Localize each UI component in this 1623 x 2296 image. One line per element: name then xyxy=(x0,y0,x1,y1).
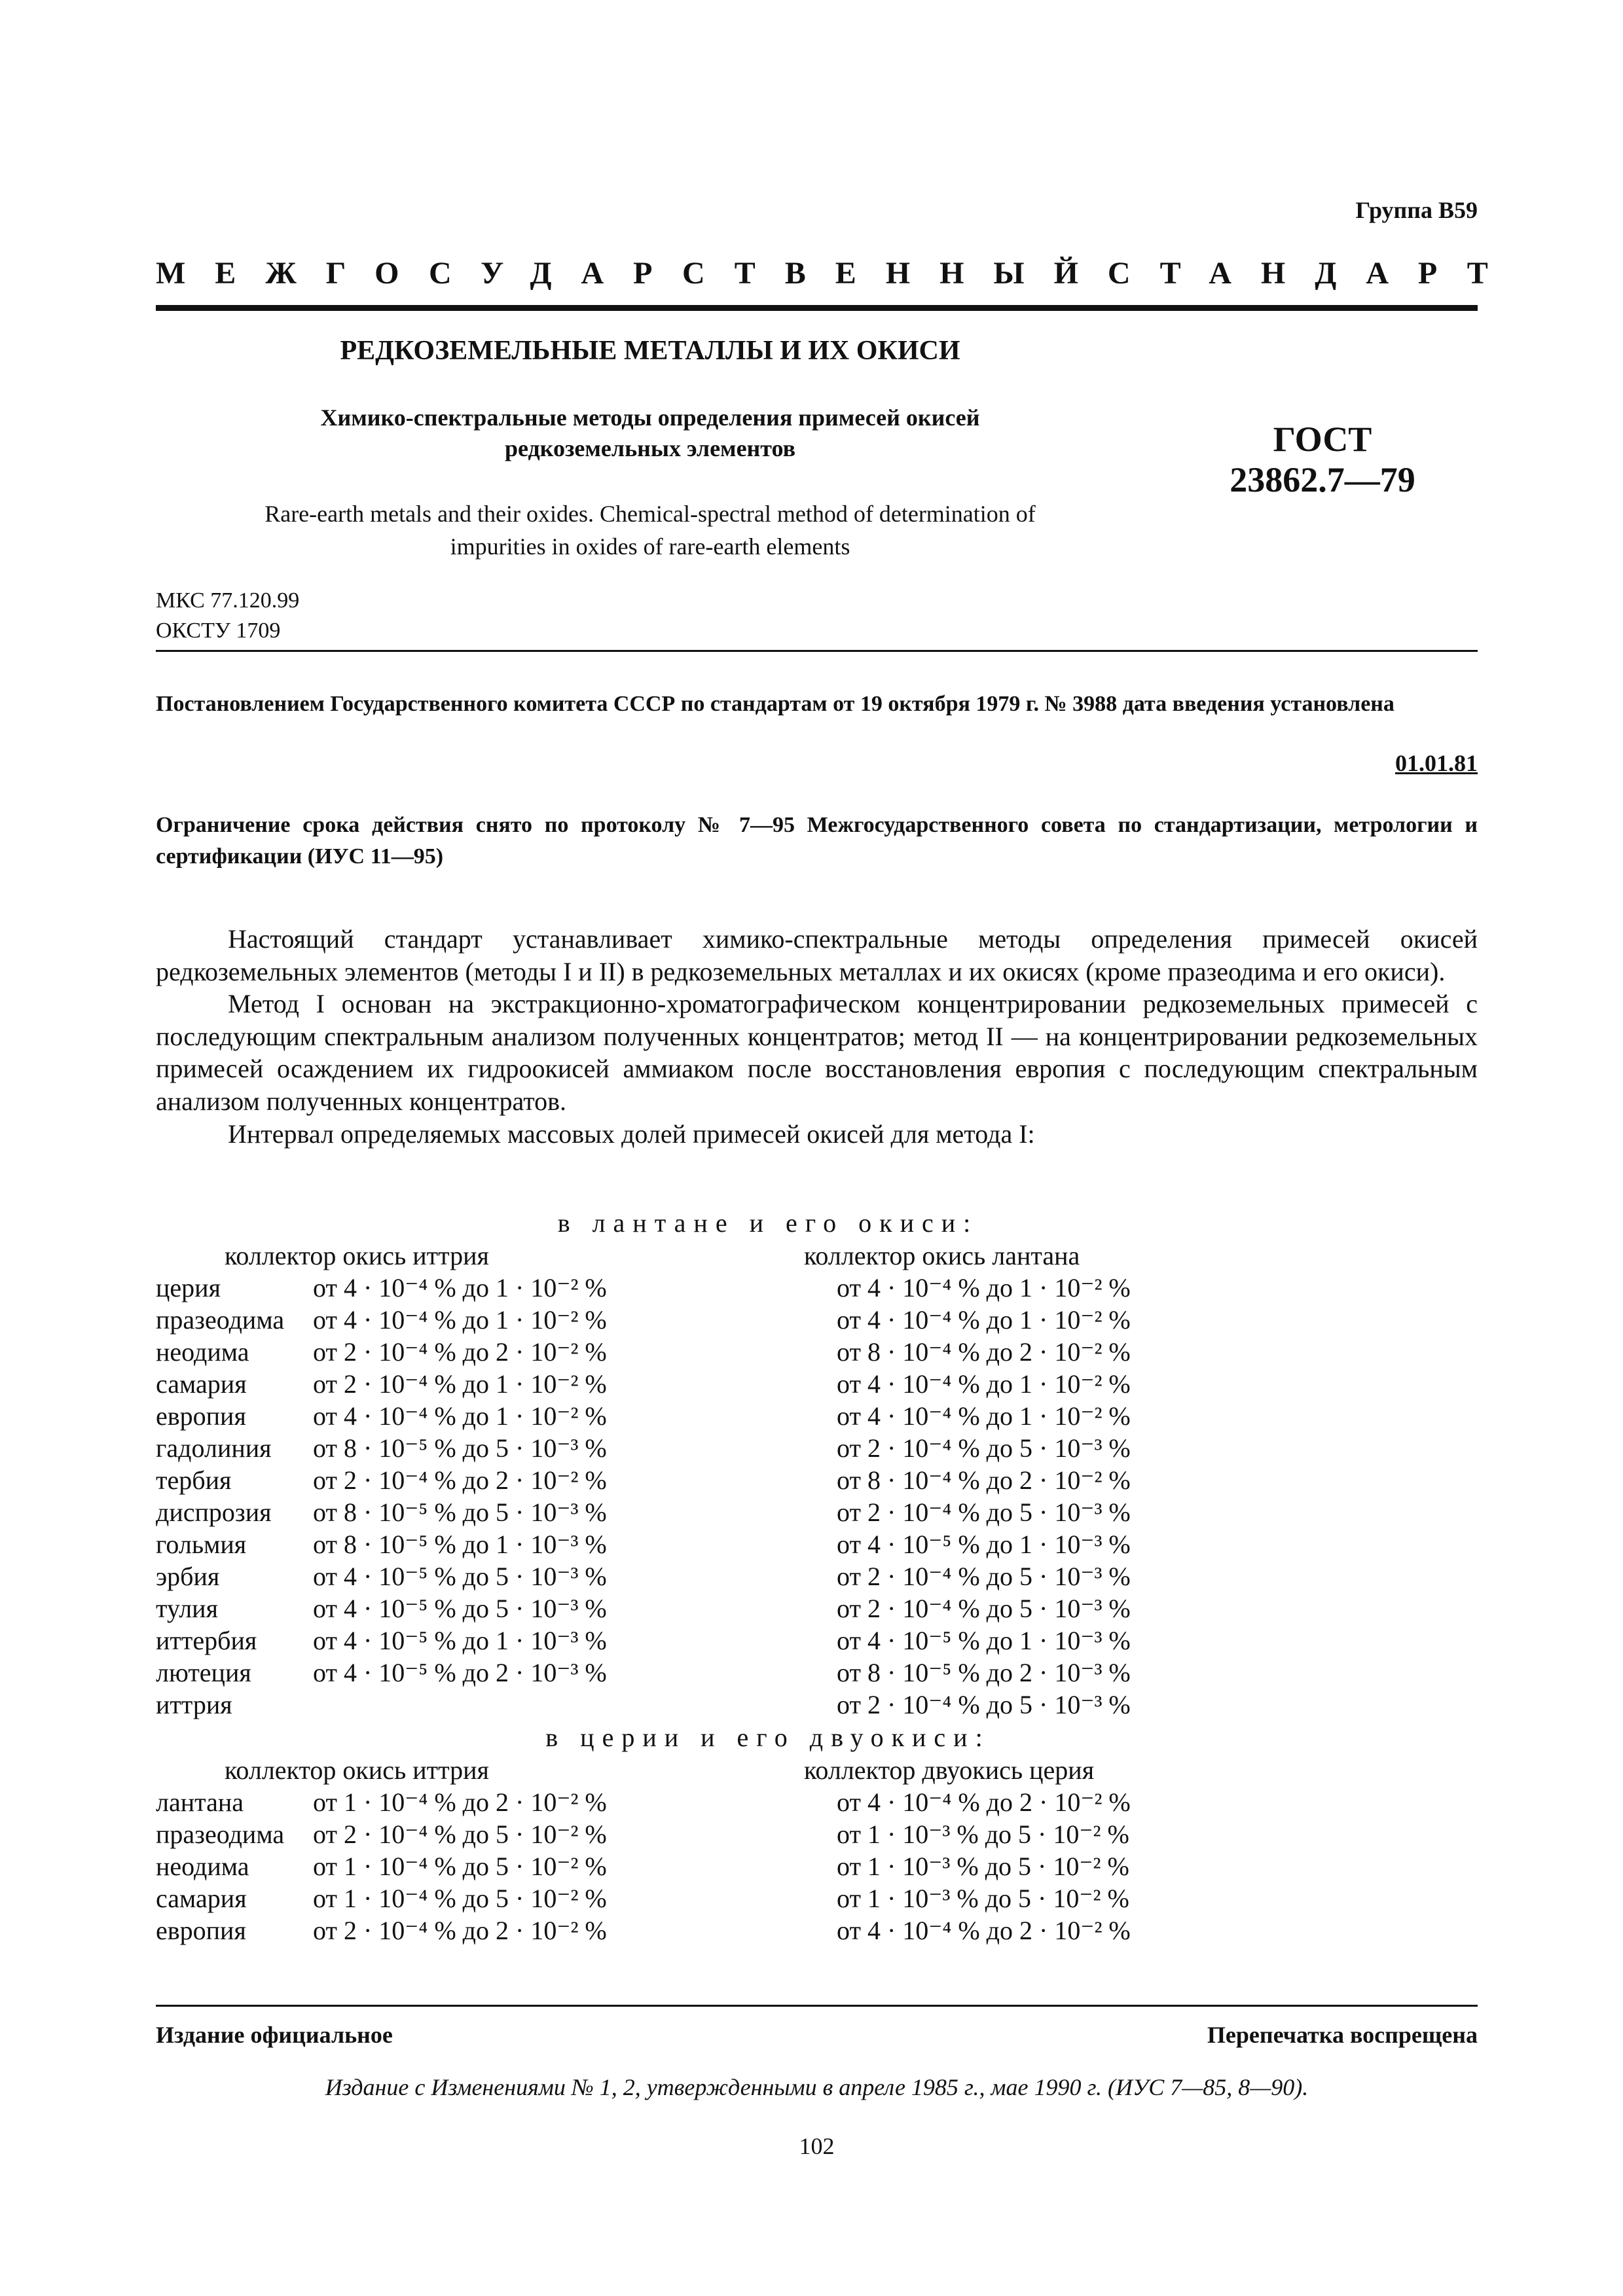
header-rule xyxy=(156,305,1478,311)
range-right: от 4 · 10⁻⁴ % до 1 · 10⁻² % xyxy=(837,1401,1131,1431)
paragraph: Метод I основан на экстракционно-хроматографическом концентрировании редкоземельных примесей с последующим спектральным анализом полученных концентратов; метод II — на концентрировании редкоземельных примесей осаждением их гидроокисей аммиаком после восстановления европия с последующим спектральным анализом полученных концентратов. xyxy=(156,989,1478,1116)
range-row xyxy=(156,1560,1177,1592)
element-name: диспрозия xyxy=(156,1498,272,1527)
official-edition-label: Издание официальное xyxy=(156,2022,393,2048)
range-left: от 1 · 10⁻⁴ % до 5 · 10⁻² % xyxy=(313,1852,607,1881)
gost-designation xyxy=(1178,419,1467,500)
introduction-date: 01.01.81 xyxy=(1395,750,1478,776)
group-code: Группа В59 xyxy=(1355,197,1478,223)
collector-header xyxy=(156,1240,1177,1272)
element-name: церия xyxy=(156,1273,221,1302)
paragraph: Настоящий стандарт устанавливает химико-спектральные методы определения примесей окисей редкоземельных элементов (методы I и II) в редкоземельных металлах и их окисях (кроме празеодима и его окиси). xyxy=(156,924,1478,986)
mks-code: МКС 77.120.99 xyxy=(156,588,300,613)
lanthanum-rows xyxy=(156,1272,1177,1721)
subtitle-line-2: редкоземельных элементов xyxy=(504,435,796,461)
paragraph: Интервал определяемых массовых долей примесей окисей для метода I: xyxy=(228,1119,1035,1149)
body-text xyxy=(156,923,1478,1150)
element-name: европия xyxy=(156,1916,246,1945)
element-name: лантана xyxy=(156,1787,244,1817)
range-row xyxy=(156,1496,1177,1528)
collector-right: коллектор окись лантана xyxy=(804,1241,1080,1270)
english-title xyxy=(156,497,1144,564)
range-row xyxy=(156,1528,1177,1560)
range-left: от 4 · 10⁻⁵ % до 1 · 10⁻³ % xyxy=(313,1626,607,1655)
banner-word-interstate: МЕЖГОСУДАРСТВЕННЫЙ xyxy=(156,256,1108,291)
document-subtitle xyxy=(156,403,1144,464)
range-left xyxy=(313,1689,706,1721)
range-right: от 4 · 10⁻⁴ % до 1 · 10⁻² % xyxy=(837,1273,1131,1302)
element-name: иттербия xyxy=(156,1626,257,1655)
element-name: неодима xyxy=(156,1852,249,1881)
edition-note: Издание с Изменениями № 1, 2, утвержденными в апреле 1985 г., мае 1990 г. (ИУС 7—85, 8—90). xyxy=(325,2074,1309,2100)
cerium-heading: в церии и его двуокиси: xyxy=(545,1723,991,1752)
element-name: тербия xyxy=(156,1465,232,1495)
range-right: от 4 · 10⁻⁵ % до 1 · 10⁻³ % xyxy=(837,1626,1131,1655)
range-row xyxy=(156,1882,1177,1914)
range-right: от 1 · 10⁻³ % до 5 · 10⁻² % xyxy=(837,1884,1129,1913)
range-row xyxy=(156,1400,1177,1432)
lanthanum-heading: в лантане и его окиси: xyxy=(557,1208,979,1238)
range-row xyxy=(156,1657,1177,1689)
range-row xyxy=(156,1850,1177,1882)
range-left: от 2 · 10⁻⁴ % до 5 · 10⁻² % xyxy=(313,1820,607,1849)
range-left: от 2 · 10⁻⁴ % до 2 · 10⁻² % xyxy=(313,1465,607,1495)
collector-header xyxy=(156,1754,1177,1786)
range-left: от 2 · 10⁻⁴ % до 2 · 10⁻² % xyxy=(313,1916,607,1945)
range-right: от 4 · 10⁻⁴ % до 2 · 10⁻² % xyxy=(837,1916,1131,1945)
range-row xyxy=(156,1624,1177,1657)
range-row xyxy=(156,1464,1177,1496)
element-name: неодима xyxy=(156,1337,249,1367)
lanthanum-ranges xyxy=(156,1240,1177,1721)
reprint-prohibited-label: Перепечатка воспрещена xyxy=(1207,2022,1478,2048)
range-left: от 4 · 10⁻⁵ % до 5 · 10⁻³ % xyxy=(313,1562,607,1591)
element-name: европия xyxy=(156,1401,246,1431)
element-name: празеодима xyxy=(156,1305,285,1335)
range-right: от 2 · 10⁻⁴ % до 5 · 10⁻³ % xyxy=(837,1562,1131,1591)
range-row xyxy=(156,1432,1177,1464)
range-left: от 1 · 10⁻⁴ % до 2 · 10⁻² % xyxy=(313,1787,607,1817)
range-row xyxy=(156,1336,1177,1368)
range-row xyxy=(156,1272,1177,1304)
range-right: от 1 · 10⁻³ % до 5 · 10⁻² % xyxy=(837,1820,1129,1849)
range-right: от 1 · 10⁻³ % до 5 · 10⁻² % xyxy=(837,1852,1129,1881)
subtitle-line-1: Химико-спектральные методы определения примесей окисей xyxy=(320,404,980,431)
range-right: от 2 · 10⁻⁴ % до 5 · 10⁻³ % xyxy=(837,1594,1131,1623)
range-row xyxy=(156,1368,1177,1400)
okstu-code: ОКСТУ 1709 xyxy=(156,618,281,643)
range-right: от 8 · 10⁻⁴ % до 2 · 10⁻² % xyxy=(837,1465,1131,1495)
range-right: от 4 · 10⁻⁵ % до 1 · 10⁻³ % xyxy=(837,1530,1131,1559)
range-left: от 1 · 10⁻⁴ % до 5 · 10⁻² % xyxy=(313,1884,607,1913)
element-name: празеодима xyxy=(156,1820,285,1849)
element-name: гадолиния xyxy=(156,1433,272,1463)
element-name: самария xyxy=(156,1369,247,1399)
range-row xyxy=(156,1786,1177,1818)
range-right: от 8 · 10⁻⁵ % до 2 · 10⁻³ % xyxy=(837,1658,1131,1687)
gost-number: 23862.7—79 xyxy=(1230,460,1415,500)
gost-label: ГОСТ xyxy=(1273,420,1372,459)
footer-rule xyxy=(156,2005,1478,2007)
element-name: эрбия xyxy=(156,1562,220,1591)
element-name: иттрия xyxy=(156,1690,232,1719)
range-right: от 4 · 10⁻⁴ % до 1 · 10⁻² % xyxy=(837,1305,1131,1335)
element-name: гольмия xyxy=(156,1530,247,1559)
interstate-standard-banner xyxy=(156,255,1518,291)
range-left: от 8 · 10⁻⁵ % до 5 · 10⁻³ % xyxy=(313,1433,607,1463)
range-left: от 4 · 10⁻⁴ % до 1 · 10⁻² % xyxy=(313,1273,607,1302)
element-name: лютеция xyxy=(156,1658,251,1687)
document-title: РЕДКОЗЕМЕЛЬНЫЕ МЕТАЛЛЫ И ИХ ОКИСИ xyxy=(340,336,960,366)
classification-codes xyxy=(156,586,299,646)
range-left: от 8 · 10⁻⁵ % до 1 · 10⁻³ % xyxy=(313,1530,607,1559)
range-row xyxy=(156,1914,1177,1946)
range-left: от 4 · 10⁻⁴ % до 1 · 10⁻² % xyxy=(313,1401,607,1431)
cerium-rows xyxy=(156,1786,1177,1946)
range-right: от 4 · 10⁻⁴ % до 1 · 10⁻² % xyxy=(837,1369,1131,1399)
range-right: от 2 · 10⁻⁴ % до 5 · 10⁻³ % xyxy=(837,1433,1131,1463)
range-row xyxy=(156,1818,1177,1850)
range-row xyxy=(156,1689,1177,1721)
range-left: от 8 · 10⁻⁵ % до 5 · 10⁻³ % xyxy=(313,1498,607,1527)
collector-left: коллектор окись иттрия xyxy=(225,1241,489,1270)
range-left: от 2 · 10⁻⁴ % до 1 · 10⁻² % xyxy=(313,1369,607,1399)
range-left: от 4 · 10⁻⁵ % до 5 · 10⁻³ % xyxy=(313,1594,607,1623)
range-left: от 4 · 10⁻⁴ % до 1 · 10⁻² % xyxy=(313,1305,607,1335)
collector-right: коллектор двуокись церия xyxy=(804,1755,1095,1785)
english-line-2: impurities in oxides of rare-earth elements xyxy=(450,533,850,560)
range-right: от 8 · 10⁻⁴ % до 2 · 10⁻² % xyxy=(837,1337,1131,1367)
page-number: 102 xyxy=(799,2133,835,2159)
banner-word-standard: СТАНДАРТ xyxy=(1107,256,1518,291)
english-line-1: Rare-earth metals and their oxides. Chemical-spectral method of determination of xyxy=(264,501,1036,527)
range-left: от 4 · 10⁻⁵ % до 2 · 10⁻³ % xyxy=(313,1658,607,1687)
decree-text: Постановлением Государственного комитета СССР по стандартам от 19 октября 1979 г. № 3988 дата введения установлена xyxy=(156,692,1395,716)
range-right: от 2 · 10⁻⁴ % до 5 · 10⁻³ % xyxy=(837,1690,1131,1719)
collector-left: коллектор окись иттрия xyxy=(225,1755,489,1785)
codes-rule xyxy=(156,650,1478,652)
range-right: от 2 · 10⁻⁴ % до 5 · 10⁻³ % xyxy=(837,1498,1131,1527)
limitation-text: Ограничение срока действия снято по протоколу № 7—95 Межгосударственного совета по стандартизации, метрологии и сертификации (ИУС 11—95) xyxy=(156,813,1478,869)
range-row xyxy=(156,1592,1177,1624)
element-name: самария xyxy=(156,1884,247,1913)
cerium-ranges xyxy=(156,1754,1177,1946)
range-row xyxy=(156,1304,1177,1336)
range-left: от 2 · 10⁻⁴ % до 2 · 10⁻² % xyxy=(313,1337,607,1367)
range-right: от 4 · 10⁻⁴ % до 2 · 10⁻² % xyxy=(837,1787,1131,1817)
element-name: тулия xyxy=(156,1594,218,1623)
